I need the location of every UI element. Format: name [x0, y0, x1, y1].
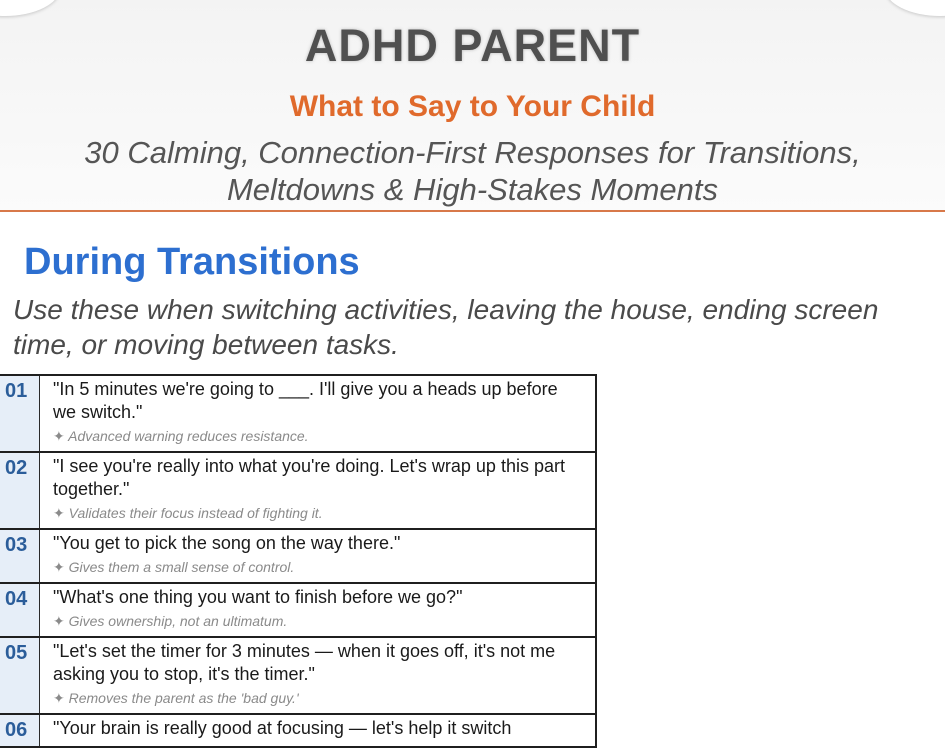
row-body — [40, 453, 597, 528]
response-quote: "Let's set the timer for 3 minutes — when it goes off, it's not me asking you to stop, it's the timer." — [53, 641, 556, 684]
row-number: 05 — [0, 638, 40, 713]
row-body — [40, 584, 597, 636]
row-number: 02 — [0, 453, 40, 528]
brand-title: ADHD PARENT — [304, 20, 641, 71]
table-row — [0, 530, 597, 584]
response-note: ✦ Validates their focus instead of fighting it. — [53, 505, 323, 521]
page-subtitle: What to Say to Your Child — [289, 90, 656, 123]
response-note: ✦ Gives them a small sense of control. — [53, 559, 295, 575]
section-intro: Use these when switching activities, leaving the house, ending screen time, or moving between tasks. — [13, 294, 879, 360]
row-body — [40, 376, 597, 451]
row-number: 04 — [0, 584, 40, 636]
row-body — [40, 638, 597, 713]
response-note: ✦ Advanced warning reduces resistance. — [53, 428, 309, 444]
table-row — [0, 584, 597, 638]
row-number: 03 — [0, 530, 40, 582]
response-quote: "What's one thing you want to finish before we go?" — [53, 587, 463, 607]
row-body — [40, 715, 597, 746]
table-row — [0, 715, 597, 748]
response-note: ✦ Gives ownership, not an ultimatum. — [53, 613, 288, 629]
row-number: 01 — [0, 376, 40, 451]
table-row — [0, 374, 597, 453]
header-divider — [0, 210, 945, 212]
response-quote: "I see you're really into what you're doing. Let's wrap up this part together." — [53, 456, 565, 499]
table-row — [0, 453, 597, 530]
response-note: ✦ Removes the parent as the 'bad guy.' — [53, 690, 299, 706]
response-quote: "Your brain is really good at focusing — let's help it switch — [53, 718, 512, 738]
response-quote: "You get to pick the song on the way there." — [53, 533, 401, 553]
section-heading: During Transitions — [24, 241, 360, 283]
row-body — [40, 530, 597, 582]
response-quote: "In 5 minutes we're going to ___. I'll give you a heads up before we switch." — [53, 379, 558, 422]
row-number: 06 — [0, 715, 40, 746]
page-tagline: 30 Calming, Connection-First Responses for Transitions, Meltdowns & High-Stakes Moments — [84, 135, 861, 207]
responses-table — [0, 374, 597, 748]
table-row — [0, 638, 597, 715]
